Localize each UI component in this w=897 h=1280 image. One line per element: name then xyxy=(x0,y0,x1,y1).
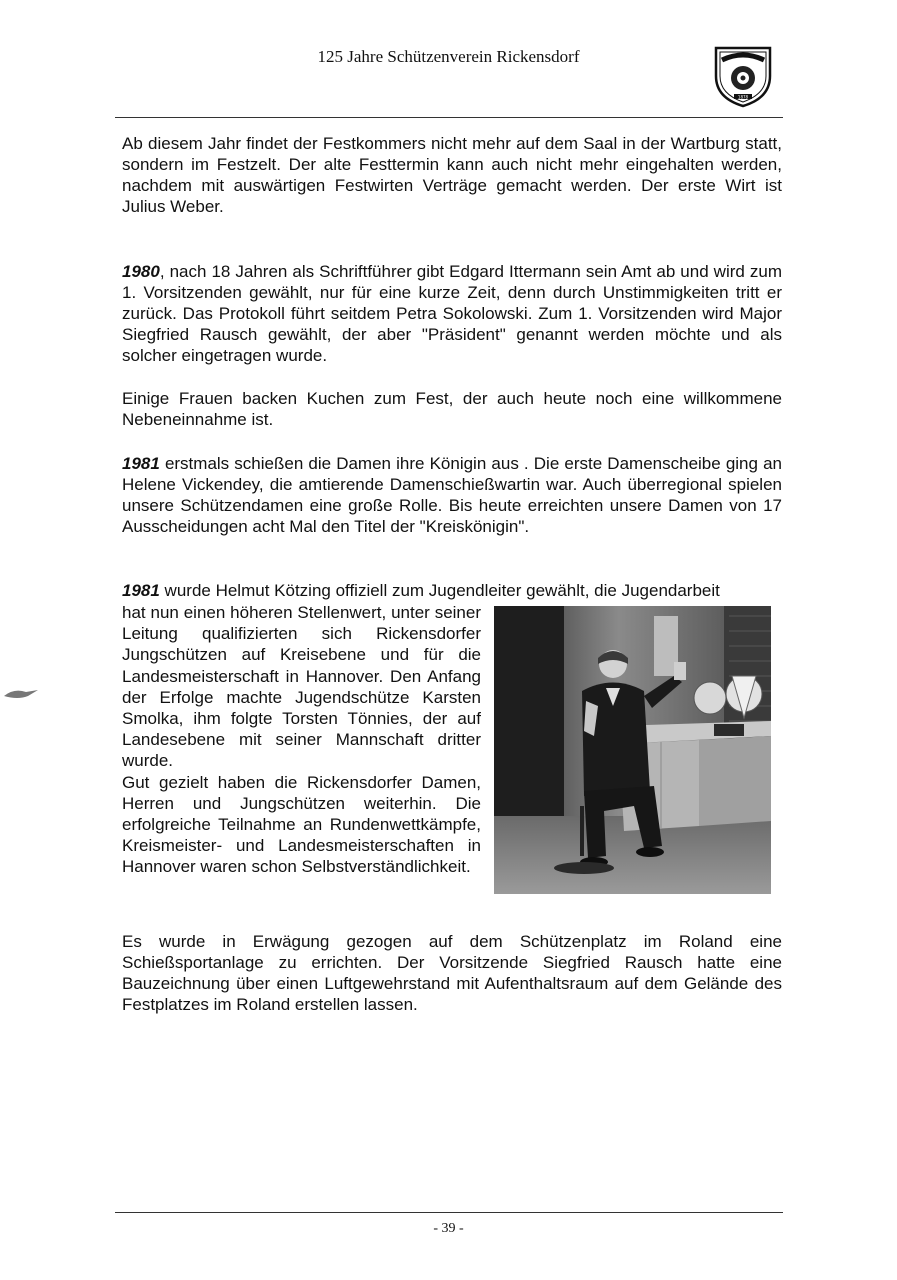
paragraph-kuchen xyxy=(122,388,782,430)
page-header-title: 125 Jahre Schützenverein Rickensdorf xyxy=(317,47,580,66)
paragraph-1981-jugend-first-line xyxy=(122,580,782,601)
paragraph-jugend-text: hat nun einen höheren Stellenwert, unter seiner Leitung qualifizierten sich Rickensdorfer Jungschützen auf Kreisebene und für die Landesmeisterschaft in Hannover. Den Anfang der Erfolge machte Jugendschütze Karsten Smolka, ihm folgte Torsten Tönnies, der auf Landesebene mit seiner Mannschaft dritter wurde. xyxy=(122,603,481,771)
emblem-year: 1878 xyxy=(737,94,749,100)
year-1981-a: 1981 xyxy=(122,454,160,473)
paragraph-1981-jugend-line: wurde Helmut Kötzing offiziell zum Jugendleiter gewählt, die Jugendarbeit xyxy=(159,581,720,600)
club-emblem-icon xyxy=(712,42,774,108)
paragraph-gut-gezielt-text: Gut gezielt haben die Rickensdorfer Damen, Herren und Jungschützen weiterhin. Die erfolgreiche Teilnahme an Rundenwettkämpfe, Kreismeister- und Landesmeisterschaften in Hannover waren schon Selbstverständlichkeit. xyxy=(122,772,481,877)
year-1980: 1980 xyxy=(122,262,160,281)
year-1981-b: 1981 xyxy=(122,581,160,600)
paragraph-1981-damen xyxy=(122,453,782,537)
paragraph-1-text: Ab diesem Jahr findet der Festkommers nicht mehr auf dem Saal in der Wartburg statt, sondern im Festzelt. Der alte Festtermin kann auch nicht mehr eingehalten werden, nachdem mit auswärtigen Festwirten Verträge gemacht werden. Der erste Wirt ist Julius Weber. xyxy=(122,134,782,216)
paragraph-1981-damen-text: erstmals schießen die Damen ihre Königin aus . Die erste Damenscheibe ging an Helene Vickendey, die amtierende Damenschießwartin war. Auch überregional spielen unsere Schützendamen eine große Rolle. Bis heute erreichten unsere Damen von 17 Ausscheidungen acht Mal den Titel der "Kreiskönigin". xyxy=(122,454,782,536)
paragraph-schiesssportanlage-text: Es wurde in Erwägung gezogen auf dem Schützenplatz im Roland eine Schießsportanlage zu errichten. Der Vorsitzende Siegfried Rausch hatte eine Bauzeichnung über einen Luftgewehrstand mit Aufenthaltsraum auf dem Gelände des Festplatzes im Roland erstellen lassen. xyxy=(122,932,782,1014)
paragraph-1980-text: , nach 18 Jahren als Schriftführer gibt Edgard Ittermann sein Amt ab und wird zum 1. Vorsitzenden gewählt, nur für eine kurze Zeit, denn durch Unstimmigkeiten tritt er zurück. Das Protokoll führt seitdem Petra Sokolowski. Zum 1. Vorsitzenden wird Major Siegfried Rausch gewählt, der aber "Präsident" genannt werden möchte und als solcher eingetragen wurde. xyxy=(122,262,782,365)
paragraph-1981-jugend-wrapped xyxy=(122,602,481,878)
black-and-white-photo xyxy=(494,606,771,894)
page-number: - 39 - xyxy=(433,1221,464,1236)
header-rule xyxy=(115,117,783,118)
paragraph-1 xyxy=(122,133,782,217)
footer-rule xyxy=(115,1212,783,1213)
margin-scan-mark xyxy=(4,684,38,702)
paragraph-1980 xyxy=(122,261,782,366)
paragraph-kuchen-text: Einige Frauen backen Kuchen zum Fest, der auch heute noch eine willkommene Nebeneinnahme ist. xyxy=(122,389,782,429)
paragraph-schiesssportanlage xyxy=(122,931,782,1015)
